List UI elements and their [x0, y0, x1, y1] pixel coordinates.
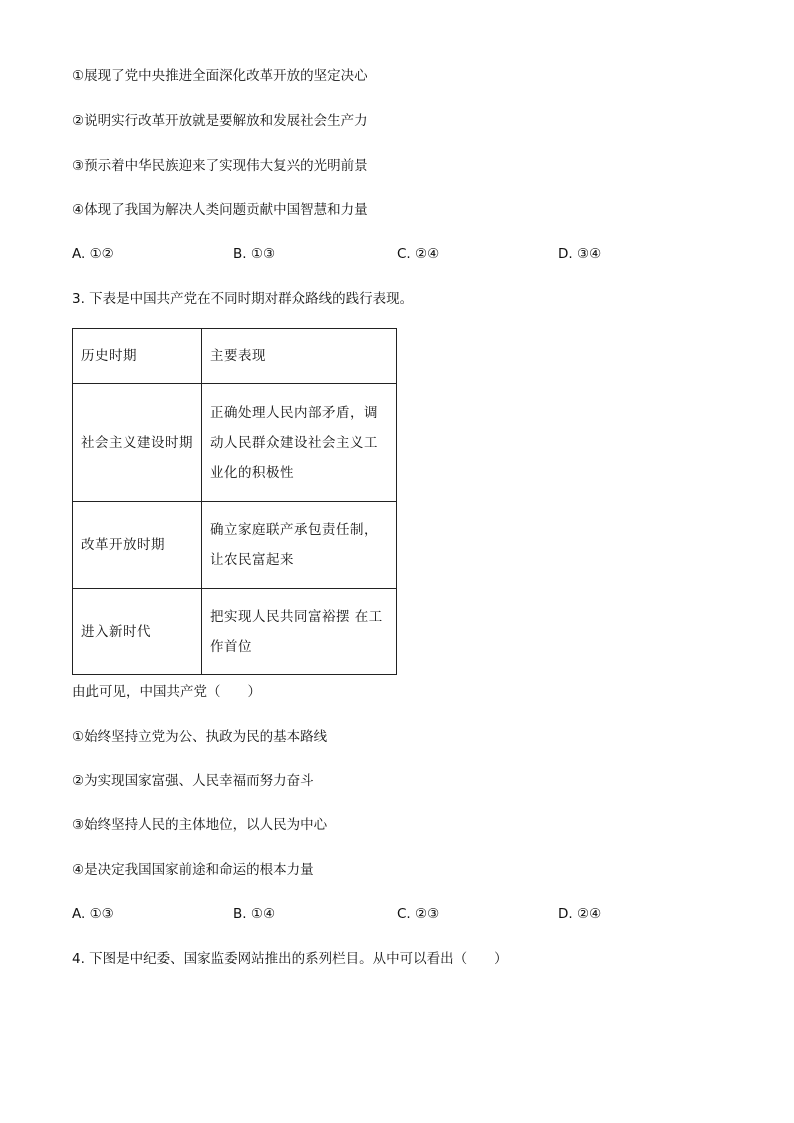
q2-option-a: A. ①② — [72, 246, 114, 262]
q3-statement-3: ③始终坚持人民的主体地位，以人民为中心 — [72, 817, 328, 833]
q2-option-b: B. ①③ — [233, 246, 276, 262]
q4-stem: 4. 下图是中纪委、国家监委网站推出的系列栏目。从中可以看出（ ） — [72, 951, 508, 967]
q3-statement-2: ②为实现国家富强、人民幸福而努力奋斗 — [72, 773, 314, 789]
q3-lead: 由此可见，中国共产党（ ） — [72, 684, 261, 700]
table-row — [73, 589, 397, 675]
row-3-period: 进入新时代 — [73, 589, 202, 675]
row-2-performance: 确立家庭联产承包责任制，让农民富起来 — [202, 502, 397, 589]
row-1-period: 社会主义建设时期 — [73, 384, 202, 502]
q3-option-a: A. ①③ — [72, 906, 114, 922]
q2-option-c: C. ②④ — [397, 246, 440, 262]
row-2-period: 改革开放时期 — [73, 502, 202, 589]
header-performance: 主要表现 — [202, 329, 397, 384]
q3-option-c: C. ②③ — [397, 906, 440, 922]
row-3-performance: 把实现人民共同富裕摆 在工作首位 — [202, 589, 397, 675]
table-header-row — [73, 329, 397, 384]
q3-table — [72, 328, 397, 675]
q2-statement-4: ④体现了我国为解决人类问题贡献中国智慧和力量 — [72, 202, 368, 218]
q2-statement-3: ③预示着中华民族迎来了实现伟大复兴的光明前景 — [72, 158, 368, 174]
row-1-performance: 正确处理人民内部矛盾，调动人民群众建设社会主义工业化的积极性 — [202, 384, 397, 502]
q3-statement-4: ④是决定我国国家前途和命运的根本力量 — [72, 862, 314, 878]
q2-statement-2: ②说明实行改革开放就是要解放和发展社会生产力 — [72, 113, 368, 129]
q2-statement-1: ①展现了党中央推进全面深化改革开放的坚定决心 — [72, 68, 368, 84]
q3-stem: 3. 下表是中国共产党在不同时期对群众路线的践行表现。 — [72, 291, 414, 307]
q3-option-b: B. ①④ — [233, 906, 276, 922]
table-row — [73, 384, 397, 502]
q3-option-d: D. ②④ — [558, 906, 602, 922]
q2-option-d: D. ③④ — [558, 246, 602, 262]
table-row — [73, 502, 397, 589]
header-period: 历史时期 — [73, 329, 202, 384]
q3-statement-1: ①始终坚持立党为公、执政为民的基本路线 — [72, 729, 328, 745]
